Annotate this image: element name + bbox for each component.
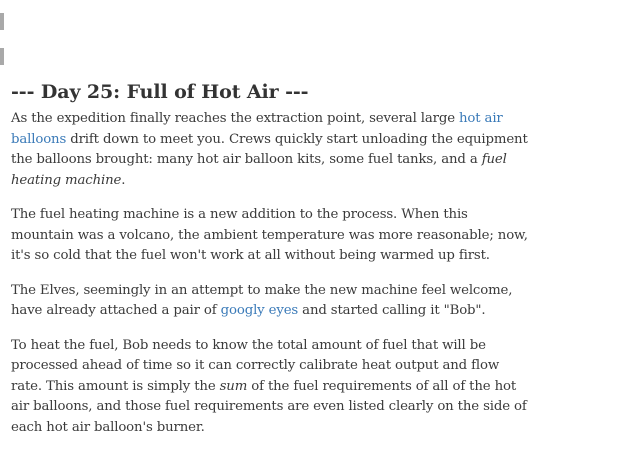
intro-text-end: . — [121, 172, 126, 188]
googly-eyes-link[interactable]: googly eyes — [220, 303, 299, 318]
fuel-text-end: of the fuel requirements of all of the hot air balloons, and those fuel requirements are even listed clearly on the side of each hot air balloon's burner. — [11, 378, 527, 435]
left-edge-marker — [0, 48, 4, 65]
day-title: --- Day 25: Full of Hot Air --- — [11, 81, 309, 103]
elves-text: The Elves, seemingly in an attempt to make the new machine feel welcome, have already attached a pair of — [11, 282, 513, 318]
paragraph-fuel — [11, 336, 531, 439]
intro-text-continued: drift down to meet you. Crews quickly start unloading the equipment the balloons brought: many hot air balloon kits, some fuel tanks, and a — [11, 131, 528, 167]
fuel-heating-machine-emphasis: fuel heating machine — [11, 152, 507, 188]
puzzle-article — [11, 78, 531, 452]
intro-text: As the expedition finally reaches the extraction point, several large — [11, 111, 460, 126]
elves-text-end: and started calling it "Bob". — [298, 303, 486, 318]
fuel-text: To heat the fuel, Bob needs to know the total amount of fuel that will be processed ahead of time so it can correctly calibrate heat output and flow rate. This amount is simply the — [11, 337, 500, 394]
paragraph-elves — [11, 281, 531, 322]
hot-air-balloons-link[interactable]: hot air balloons — [11, 111, 503, 147]
paragraph-machine: The fuel heating machine is a new addition to the process. When this mountain was a volcano, the ambient temperature was more reasonable; now, it's so cold that the fuel won't work at all without being warmed up first. — [11, 207, 528, 263]
paragraph-intro — [11, 109, 531, 191]
sum-emphasis: sum — [219, 378, 248, 394]
left-edge-marker — [0, 13, 4, 30]
